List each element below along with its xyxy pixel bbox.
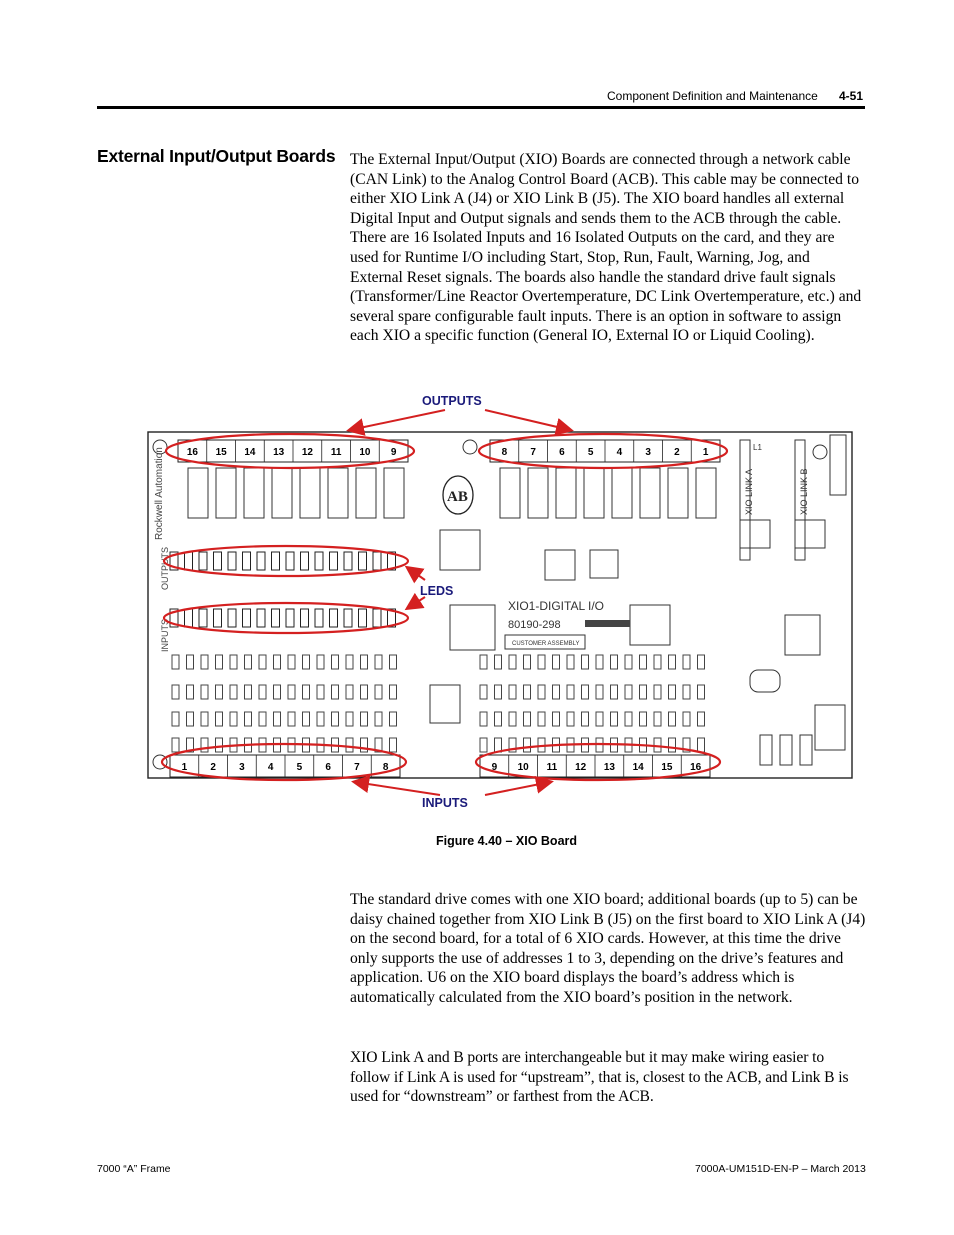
customer-assembly-silk: CUSTOMER ASSEMBLY [512, 641, 580, 647]
board-name-silk: XIO1-DIGITAL I/O [508, 599, 605, 613]
outputs-arrow-left [350, 410, 445, 430]
terminal-pin-label: 16 [690, 762, 702, 773]
terminal-pin-label: 5 [587, 447, 594, 458]
inputs-arrow-left [355, 782, 440, 795]
terminal-pin-label: 3 [645, 447, 651, 458]
inputs-silk: INPUTS [160, 618, 170, 652]
outputs-arrow-right [485, 410, 570, 430]
terminal-pin-label: 1 [181, 762, 188, 773]
outputs-callout-label: OUTPUTS [422, 394, 482, 408]
paragraph-daisy-chain: The standard drive comes with one XIO board; additional boards (up to 5) can be daisy chained together from XIO Link B (J5) on the first board to XIO Link A (J4) on the second board, for a total of 6 XIO cards. However, at this time the drive only supports the use of addresses 1 to 3, depending on the drive’s features and application. U6 on the XIO board displays the board’s address which is automatically calculated from the XIO board’s position in the network. [350, 891, 866, 1006]
terminal-pin-label: 1 [702, 447, 709, 458]
terminal-pin-label: 2 [210, 762, 216, 773]
footer-right: 7000A-UM151D-EN-P – March 2013 [695, 1163, 866, 1175]
running-header-title: Component Definition and Maintenance [607, 89, 818, 103]
footer-left: 7000 “A” Frame [97, 1163, 171, 1175]
xio-link-b-silk: XIO LINK B [799, 468, 809, 515]
terminal-pin-label: 5 [296, 762, 303, 773]
terminal-pin-label: 4 [267, 762, 274, 773]
inputs-callout-label: INPUTS [422, 796, 468, 810]
terminal-pin-label: 4 [616, 447, 623, 458]
xio-link-a-silk: XIO LINK A [744, 468, 754, 515]
terminal-pin-label: 6 [325, 762, 331, 773]
xio-board-figure [140, 390, 860, 820]
terminal-pin-label: 12 [575, 762, 587, 773]
terminal-pin-label: 11 [330, 447, 342, 458]
terminal-pin-label: 9 [491, 762, 498, 773]
brand-silk: Rockwell Automation [154, 447, 165, 540]
section-heading: External Input/Output Boards [97, 146, 336, 166]
terminal-pin-label: 10 [359, 447, 371, 458]
terminal-pin-label: 8 [382, 762, 389, 773]
terminal-pin-label: 16 [186, 447, 198, 458]
terminal-pin-label: 10 [517, 762, 529, 773]
paragraph-link-ports: XIO Link A and B ports are interchangeable but it may make wiring easier to follow if Link A is used for “upstream”, that is, closest to the ACB, and Link B is used for “downstream” or farthest from the ACB. [350, 1049, 849, 1106]
header-pin-strip [585, 620, 630, 627]
leds-callout-label: LEDS [420, 584, 454, 598]
terminal-pin-label: 9 [390, 447, 397, 458]
part-number-silk: 80190-298 [508, 619, 561, 631]
figure-caption: Figure 4.40 – XIO Board [436, 834, 578, 848]
paragraph-intro: The External Input/Output (XIO) Boards are connected through a network cable (CAN Link) to the Analog Control Board (ACB). This cable may be connected to either XIO Link A (J4) or XIO Link B (J5). The XIO board handles all external Digital Input and Output signals and sends them to the ACB through the cable. There are 16 Isolated Inputs and 16 Isolated Outputs on the card, and they are used for Runtime I/O including Start, Stop, Run, Fault, Warning, Jog, and External Reset signals. The boards also handle the standard drive fault signals (Transformer/Line Reactor Overtemperature, DC Link Overtemperature, etc.) and several spare configurable fault inputs. There is an option in software to assign each XIO a specific function (General IO, External IO or Liquid Cooling). [350, 151, 862, 345]
terminal-pin-label: 12 [301, 447, 313, 458]
terminal-pin-label: 15 [661, 762, 673, 773]
header-rule [97, 106, 865, 109]
page-number: 4-51 [839, 89, 864, 103]
terminal-pin-label: 6 [559, 447, 565, 458]
terminal-pin-label: 7 [354, 762, 360, 773]
l1-silk: L1 [753, 443, 762, 452]
terminal-pin-label: 8 [501, 447, 508, 458]
terminal-pin-label: 2 [674, 447, 680, 458]
terminal-pin-label: 14 [632, 762, 644, 773]
terminal-pin-label: 11 [546, 762, 558, 773]
terminal-pin-label: 7 [530, 447, 536, 458]
terminal-pin-label: 3 [239, 762, 245, 773]
outputs-silk: OUTPUTS [160, 546, 170, 590]
inputs-arrow-right [485, 782, 550, 795]
ab-logo-text: AB [447, 489, 468, 505]
terminal-pin-label: 14 [244, 447, 256, 458]
terminal-pin-label: 13 [273, 447, 285, 458]
terminal-pin-label: 15 [215, 447, 227, 458]
xio-board-diagram [140, 390, 860, 820]
terminal-pin-label: 13 [603, 762, 615, 773]
